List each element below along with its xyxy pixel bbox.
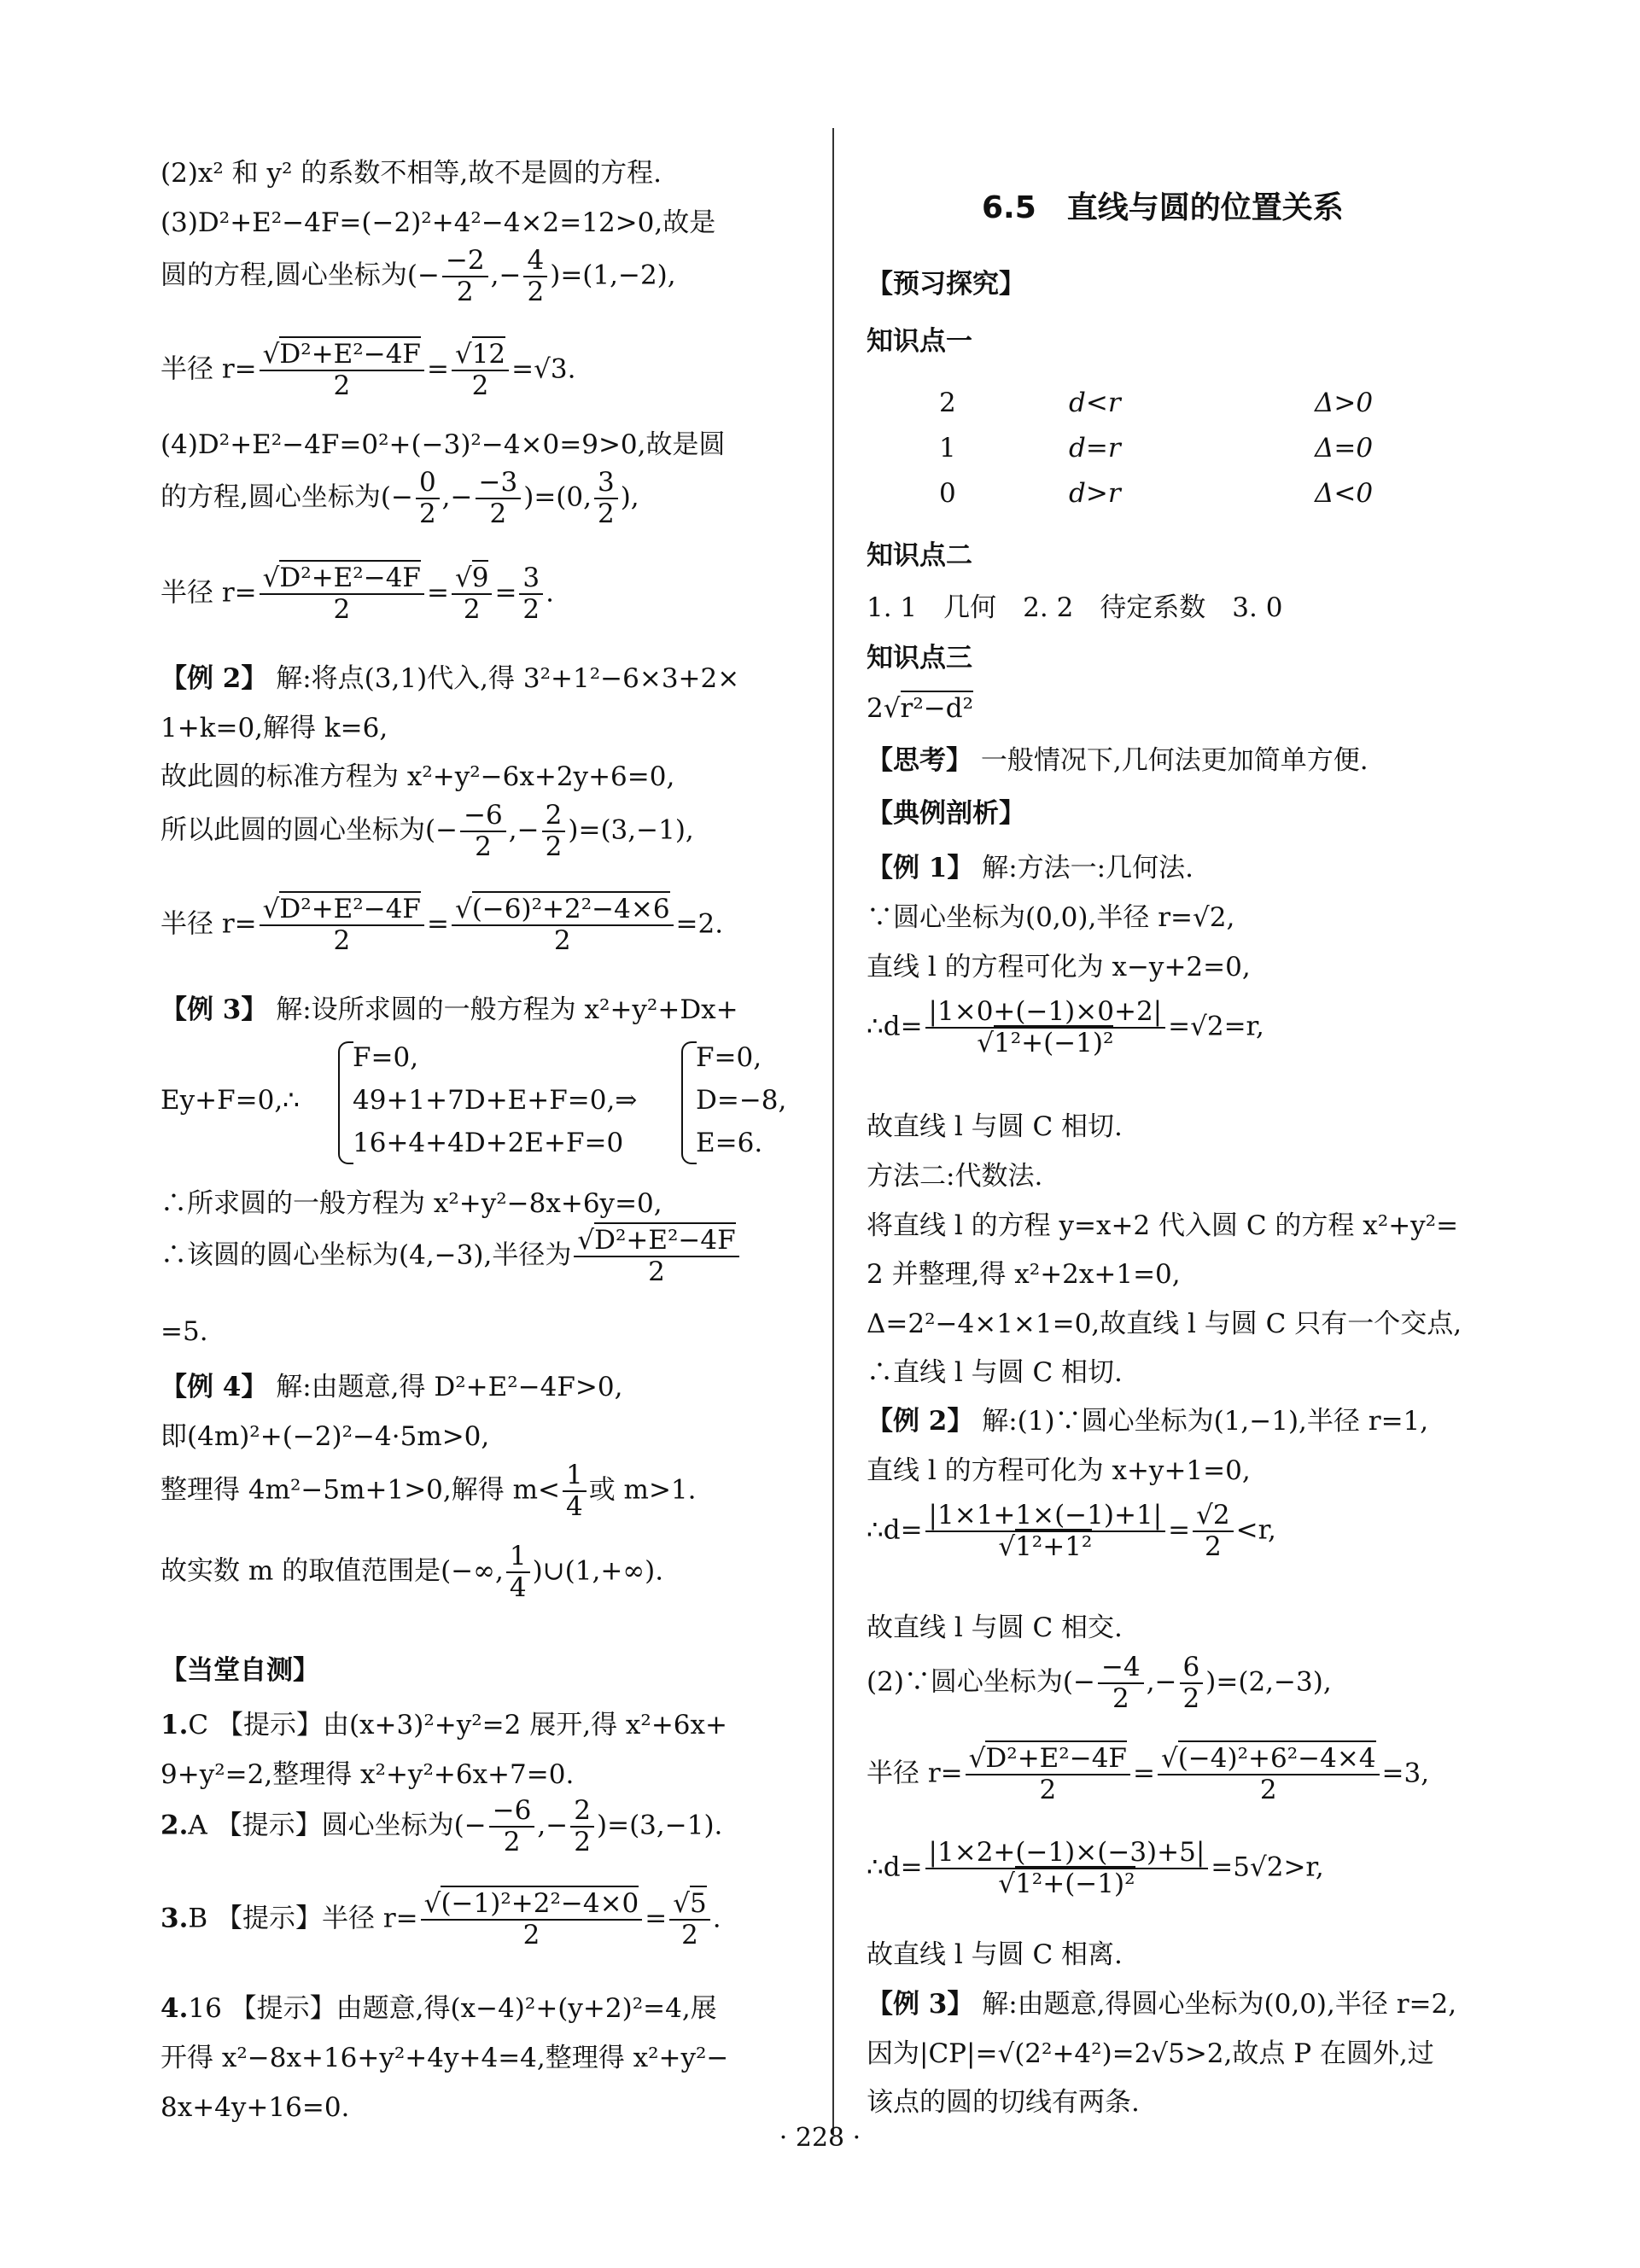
table-cell: d<r [1069,388,1121,418]
text-line: 所以此圆的圆心坐标为(− $\frac{-6}{2}$ ,− $\frac{2}{2}$ )=(3,−1), [160,800,694,862]
fraction: $\frac{4}{2}$ [523,248,547,306]
section-title: 6.5 直线与圆的位置关系 [982,190,1344,225]
fraction: $\frac{|1\times 1+1\times(-1)+1|}{\text{√1²+1²}}$ [925,1502,1166,1560]
test-item: 1.C 【提示】由(x+3)²+y²=2 展开,得 x²+6x+ [160,1710,727,1740]
knowledge-point: 知识点二 [867,540,972,571]
page-number: · 228 · [779,2123,861,2153]
fraction: $\frac{\text{√(−4)²+6²−4×4}}{2}$ [1158,1746,1380,1804]
text-line: =5. [160,1316,208,1347]
text-line: 因为|CP|=√(2²+4²)=2√5>2,故点 P 在圆外,过 [867,2038,1434,2069]
section-heading: 【典例剖析】 [867,798,1025,829]
text-line: 8x+4y+16=0. [160,2092,350,2123]
text-line: 直线 l 的方程可化为 x+y+1=0, [867,1455,1251,1486]
fraction: $\frac{\text{√D²+E²−4F}}{2}$ [260,896,424,954]
fraction: $\frac{√2}{2}$ [1193,1502,1233,1560]
text-line: Δ=2²−4×1×1=0,故直线 l 与圆 C 只有一个交点, [867,1309,1462,1339]
table-cell: d=r [1069,433,1121,464]
text-line: 故直线 l 与圆 C 相离. [867,1939,1123,1970]
right-brace [681,1041,697,1164]
test-item: 3.B 【提示】半径 r= $\frac{\text{√(−1)²+2²−4×0}}{2}$ = $\frac{√5}{2}$ . [160,1891,721,1949]
fraction: $\frac{6}{2}$ [1180,1654,1204,1712]
system-line: 49+1+7D+E+F=0,⇒ [353,1085,638,1116]
text-line: (2)∵圆心坐标为(− $\frac{-4}{2}$ ,− $\frac{6}{2}$ )=(2,−3), [867,1652,1332,1714]
text-line: Ey+F=0,∴ [160,1085,300,1116]
fraction: $\frac{-4}{2}$ [1098,1654,1144,1712]
text-line: ∴d= $\frac{|1\times 1+1\times(-1)+1|}{\text{√1²+1²}}$ = $\frac{√2}{2}$ <r, [867,1500,1276,1562]
text-line: 故直线 l 与圆 C 相切. [867,1111,1123,1142]
example-2: 【例 2】 解:将点(3,1)代入,得 3²+1²−6×3+2× [160,663,740,694]
text-line: 半径 r= $\frac{\text{√D²+E²−4F}}{2}$ = $\frac{√9}{2}$ = $\frac{3}{2}$ . [160,565,554,623]
fraction: $\frac{\text{√(−6)²+2²−4×6}}{2}$ [452,896,674,954]
text-line: 半径 r= $\frac{\text{√D²+E²−4F}}{2}$ = $\frac{√12}{2}$ =√3. [160,341,575,399]
fraction: $\frac{0}{2}$ [416,469,440,528]
system-line: D=−8, [696,1085,787,1116]
fraction: $\frac{\text{√D²+E²−4F}}{2}$ [966,1746,1130,1804]
column-divider [832,128,834,2134]
test-item: 2.A 【提示】圆心坐标为(− $\frac{-6}{2}$ ,− $\frac{2}{2}$ )=(3,−1). [160,1795,723,1857]
text-line: 方法二:代数法. [867,1161,1043,1192]
text-line: 将直线 l 的方程 y=x+2 代入圆 C 的方程 x²+y²= [867,1210,1459,1241]
text-line: ∴该圆的圆心坐标为(4,−3),半径为 $\frac{\text{√D²+E²−4F}}{2}$ [160,1227,742,1286]
text-line: 半径 r= $\frac{\text{√D²+E²−4F}}{2}$ = $\frac{\text{√(−4)²+6²−4×4}}{2}$ =3, [867,1746,1429,1804]
fraction: $\frac{1}{4}$ [506,1543,530,1601]
table-cell: Δ<0 [1315,478,1374,509]
text-line: 1+k=0,解得 k=6, [160,713,388,743]
fraction: $\frac{√12}{2}$ [452,341,509,399]
text-line: 2 并整理,得 x²+2x+1=0, [867,1259,1181,1290]
fraction: $\frac{2}{2}$ [542,802,566,860]
knowledge-point: 知识点一 [867,326,972,357]
text-line: ∴d= $\frac{|1\times 2+(-1)\times(-3)+5|}{\text{√1²+(−1)²}}$ =5√2>r, [867,1837,1324,1899]
example-3: 【例 3】 解:设所求圆的一般方程为 x²+y²+Dx+ [160,994,738,1025]
fraction: $\frac{1}{4}$ [563,1462,587,1520]
text-line: (3)D²+E²−4F=(−2)²+4²−4×2=12>0,故是 [160,207,716,238]
text-line: ∵圆心坐标为(0,0),半径 r=√2, [867,902,1235,933]
fraction: $\frac{-6}{2}$ [460,802,506,860]
text-line: 故实数 m 的取值范围是(−∞, $\frac{1}{4}$ )∪(1,+∞). [160,1541,664,1603]
fraction: $\frac{\text{√(−1)²+2²−4×0}}{2}$ [421,1891,643,1949]
text-line: 开得 x²−8x+16+y²+4y+4=4,整理得 x²+y²− [160,2043,729,2073]
table-cell: 1 [939,433,956,464]
fraction: $\frac{\text{√D²+E²−4F}}{2}$ [260,341,424,399]
example-1: 【例 1】 解:方法一:几何法. [867,853,1194,883]
example-3-right: 【例 3】 解:由题意,得圆心坐标为(0,0),半径 r=2, [867,1989,1457,2020]
text-line: 故此圆的标准方程为 x²+y²−6x+2y+6=0, [160,761,675,792]
text-line: 即(4m)²+(−2)²−4·5m>0, [160,1421,490,1452]
think-note: 【思考】 一般情况下,几何法更加简单方便. [867,745,1369,776]
text-line: 圆的方程,圆心坐标为(− $\frac{-2}{2}$ ,− $\frac{4}{2}$ )=(1,−2), [160,245,676,307]
fraction: $\frac{\text{√D²+E²−4F}}{2}$ [574,1227,738,1286]
fraction: $\frac{|1\times 0+(-1)\times 0+2|}{\text{√1²+(−1)²}}$ [925,999,1166,1057]
text-line: 的方程,圆心坐标为(− $\frac{0}{2}$ ,− $\frac{-3}{2}$ )=(0, $\frac{3}{2}$ ), [160,467,639,529]
table-cell: Δ>0 [1315,388,1374,418]
fraction: $\frac{3}{2}$ [594,469,618,528]
fraction: $\frac{-3}{2}$ [476,469,522,528]
left-brace [338,1041,353,1164]
example-2-right: 【例 2】 解:(1)∵圆心坐标为(1,−1),半径 r=1, [867,1406,1429,1437]
fraction: $\frac{√9}{2}$ [452,565,493,623]
text-line: 直线 l 的方程可化为 x−y+2=0, [867,952,1251,982]
fraction: $\frac{2}{2}$ [570,1798,594,1856]
text-line: 该点的圆的切线有两条. [867,2087,1140,2118]
fraction: $\frac{√5}{2}$ [669,1891,710,1949]
section-heading: 【当堂自测】 [160,1655,319,1686]
text-line: ∴d= $\frac{|1\times 0+(-1)\times 0+2|}{\text{√1²+(−1)²}}$ =√2=r, [867,996,1264,1058]
text-line: 2√r²−d² [867,696,973,722]
fraction: $\frac{3}{2}$ [519,565,543,623]
knowledge-point: 知识点三 [867,643,972,673]
system-line: E=6. [696,1128,763,1158]
system-line: 16+4+4D+2E+F=0 [353,1128,624,1158]
text-line: 9+y²=2,整理得 x²+y²+6x+7=0. [160,1759,575,1790]
text-line: 1. 1 几何 2. 2 待定系数 3. 0 [867,592,1283,623]
text-line: 故直线 l 与圆 C 相交. [867,1612,1123,1643]
example-4: 【例 4】 解:由题意,得 D²+E²−4F>0, [160,1372,623,1402]
text-line: 半径 r= $\frac{\text{√D²+E²−4F}}{2}$ = $\frac{\text{√(−6)²+2²−4×6}}{2}$ =2. [160,896,723,954]
table-cell: d>r [1069,478,1121,509]
table-cell: 2 [939,388,956,418]
system-line: F=0, [696,1042,762,1073]
fraction: $\frac{-6}{2}$ [489,1798,535,1856]
fraction: $\frac{\text{√D²+E²−4F}}{2}$ [260,565,424,623]
system-line: F=0, [353,1042,419,1073]
fraction: $\frac{-2}{2}$ [442,248,488,306]
text-line: ∴直线 l 与圆 C 相切. [867,1357,1123,1388]
text-line: 整理得 4m²−5m+1>0,解得 m< $\frac{1}{4}$ 或 m>1. [160,1460,697,1522]
table-cell: 0 [939,478,956,509]
fraction: $\frac{|1\times 2+(-1)\times(-3)+5|}{\text{√1²+(−1)²}}$ [925,1839,1209,1898]
text-line: (4)D²+E²−4F=0²+(−3)²−4×0=9>0,故是圆 [160,429,726,460]
text-line: ∴所求圆的一般方程为 x²+y²−8x+6y=0, [160,1188,662,1219]
text-line: (2)x² 和 y² 的系数不相等,故不是圆的方程. [160,158,662,189]
table-cell: Δ=0 [1315,433,1374,464]
section-heading: 【预习探究】 [867,269,1025,300]
test-item: 4.16 【提示】由题意,得(x−4)²+(y+2)²=4,展 [160,1993,717,2024]
